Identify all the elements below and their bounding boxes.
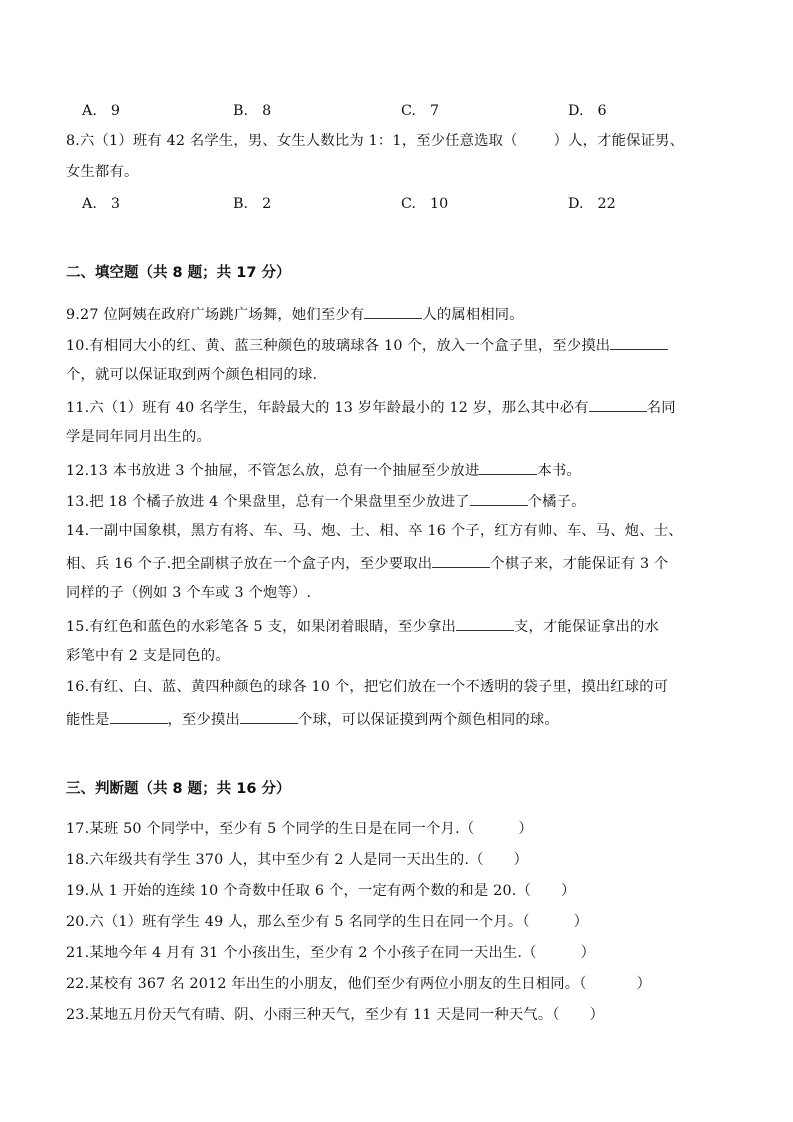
option-label: C. <box>401 103 416 119</box>
judge-text: 17.某班 50 个同学中，至少有 5 个同学的生日是在同一个月.（ <box>66 821 475 837</box>
q14-line-2 <box>66 553 669 573</box>
paren-close: ） <box>513 852 529 868</box>
q7-option-c <box>401 102 439 120</box>
option-label: B. <box>233 103 249 119</box>
option-value: 2 <box>262 196 272 212</box>
answer-blank[interactable] <box>240 709 298 724</box>
answer-blank[interactable] <box>432 553 490 568</box>
option-label: D. <box>568 196 584 212</box>
q8-option-b <box>233 195 271 213</box>
q16-line-1: 16.有红、白、蓝、黄四种颜色的球各 10 个，把它们放在一个不透明的袋子里，摸出红球的可 <box>66 679 669 695</box>
q11-text: 11.六（1）班有 40 名学生，年龄最大的 13 岁年龄最小的 12 岁，那么其中必有 <box>66 400 589 416</box>
q8-line-2: 女生都有。 <box>66 164 139 180</box>
q12 <box>66 460 581 480</box>
q12-text: 12.13 本书放进 3 个抽屉，不管怎么放，总有一个抽屉至少放进 <box>66 463 480 479</box>
option-value: 9 <box>110 103 120 119</box>
q8-option-c <box>401 195 448 213</box>
q8-line-1 <box>66 132 684 150</box>
option-label: B. <box>233 196 249 212</box>
q14-line-3: 同样的子（例如 3 个车或 3 个炮等）. <box>66 585 312 601</box>
q8-text: 8.六（1）班有 42 名学生，男、女生人数比为 1：1，至少任意选取（ <box>66 133 518 149</box>
answer-blank[interactable] <box>110 709 168 724</box>
option-label: D. <box>568 103 584 119</box>
paren-close: ） <box>589 1007 605 1023</box>
option-label: A. <box>82 103 97 119</box>
q15-line-1 <box>66 616 659 636</box>
option-label: A. <box>82 196 97 212</box>
q10-text: 10.有相同大小的红、黄、蓝三种颜色的玻璃球各 10 个，放入一个盒子里，至少摸出 <box>66 338 611 354</box>
q16-line-2 <box>66 709 559 729</box>
paren-close: ） <box>573 914 589 930</box>
judge-item-19 <box>66 882 576 900</box>
judge-text: 20.六（1）班有学生 49 人，那么至少有 5 名同学的生日在同一个月。（ <box>66 914 530 930</box>
q12-text-cont: 本书。 <box>537 463 581 479</box>
q11-line-2: 学是同年同月出生的。 <box>66 429 211 445</box>
judge-item-23 <box>66 1006 604 1024</box>
option-value: 22 <box>597 196 616 212</box>
judge-text: 22.某校有 367 名 2012 年出生的小朋友，他们至少有两位小朋友的生日相同。（ <box>66 976 587 992</box>
q13-text: 13.把 18 个橘子放进 4 个果盘里，总有一个果盘里至少放进了 <box>66 494 470 510</box>
q8-option-d <box>568 195 616 213</box>
q7-option-d <box>568 102 607 120</box>
answer-blank[interactable] <box>589 397 647 412</box>
option-label: C. <box>401 196 416 212</box>
judge-item-17 <box>66 820 533 838</box>
q8-option-a <box>82 195 120 213</box>
judge-text: 18.六年级共有学生 370 人，其中至少有 2 人是同一天出生的.（ <box>66 852 484 868</box>
answer-blank[interactable] <box>479 460 537 475</box>
q16-text-end: 个球，可以保证摸到两个颜色相同的球。 <box>297 712 559 728</box>
q15-text-cont: 支，才能保证拿出的水 <box>514 619 660 635</box>
q14-text: 相、兵 16 个子.把全副棋子放在一个盒子内，至少要取出 <box>66 556 433 572</box>
q14-text-cont: 个棋子来，才能保证有 3 个 <box>490 556 669 572</box>
answer-blank[interactable] <box>364 304 422 319</box>
section-2-heading: 二、填空题（共 8 题；共 17 分） <box>66 265 291 281</box>
q14-line-1: 14.一副中国象棋，黑方有将、车、马、炮、士、相、卒 16 个子，红方有帅、车、马、炮、士、 <box>66 523 683 539</box>
option-value: 3 <box>110 196 120 212</box>
paren-close: ） <box>580 945 596 961</box>
q8-text-cont: ）人，才能保证男、 <box>553 133 685 149</box>
q16-text: 能性是 <box>66 712 110 728</box>
q13-text-cont: 个橘子。 <box>527 494 586 510</box>
q16-text-cont: ，至少摸出 <box>167 712 240 728</box>
q9 <box>66 304 524 324</box>
q7-option-b <box>233 102 271 120</box>
answer-blank[interactable] <box>456 616 514 631</box>
q10-line-2: 个，就可以保证取到两个颜色相同的球. <box>66 367 318 383</box>
option-value: 8 <box>262 103 272 119</box>
answer-blank[interactable] <box>610 335 668 350</box>
q15-text: 15.有红色和蓝色的水彩笔各 5 支，如果闭着眼睛，至少拿出 <box>66 619 457 635</box>
judge-item-22 <box>66 975 651 993</box>
paren-close: ） <box>561 883 576 899</box>
q10-line-1 <box>66 335 668 355</box>
q15-line-2: 彩笔中有 2 支是同色的。 <box>66 648 230 664</box>
judge-text: 23.某地五月份天气有晴、阴、小雨三种天气，至少有 11 天是同一种天气。（ <box>66 1007 560 1023</box>
q9-text: 9.27 位阿姨在政府广场跳广场舞，她们至少有 <box>66 307 365 323</box>
option-value: 10 <box>429 196 449 212</box>
judge-text: 19.从 1 开始的连续 10 个奇数中任取 6 个，一定有两个数的和是 20.（ <box>66 883 531 899</box>
judge-text: 21.某地今年 4 月有 31 个小孩出生，至少有 2 个小孩子在同一天出生.（ <box>66 945 537 961</box>
option-value: 6 <box>597 103 607 119</box>
judge-item-18 <box>66 851 528 869</box>
judge-item-20 <box>66 913 588 931</box>
judge-item-21 <box>66 944 595 962</box>
q9-text-cont: 人的属相相同。 <box>422 307 524 323</box>
section-3-heading: 三、判断题（共 8 题；共 16 分） <box>66 781 291 797</box>
option-value: 7 <box>429 103 440 119</box>
q13 <box>66 491 586 511</box>
answer-blank[interactable] <box>470 491 528 506</box>
paren-close: ） <box>518 821 533 837</box>
q11-text-cont: 名同 <box>646 400 676 416</box>
q11-line-1 <box>66 397 676 417</box>
q7-option-a <box>82 102 120 120</box>
paren-close: ） <box>636 976 652 992</box>
